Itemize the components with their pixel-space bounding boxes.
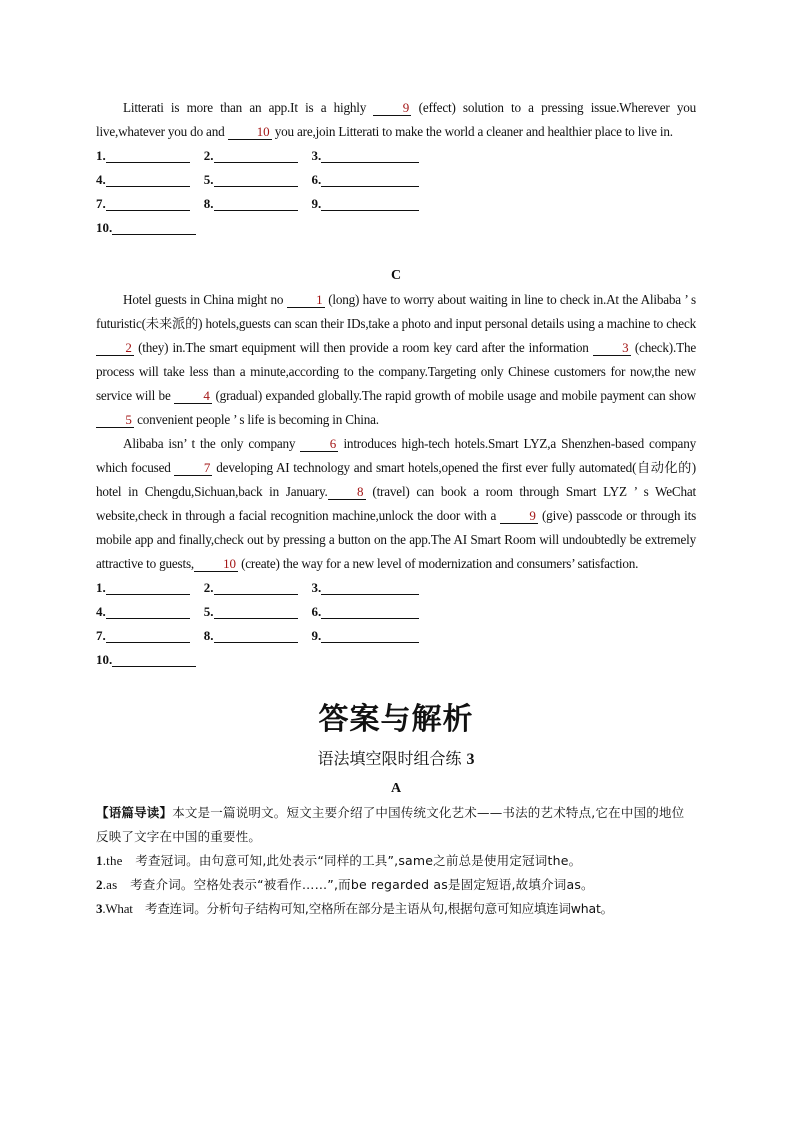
answer-label: 1. bbox=[96, 148, 106, 163]
blank-2: 2 bbox=[96, 341, 134, 356]
text: (check).The process will take less than a minute,according to the company.Targeting only Chinese customers for now,the new service will be bbox=[96, 340, 696, 403]
answer-explanation-2 bbox=[96, 873, 696, 897]
answer-line-5[interactable] bbox=[214, 170, 298, 187]
answers-subtitle bbox=[96, 746, 696, 773]
text: introduces high-tech hotels.Smart LYZ,a Shenzhen-based company which focused bbox=[96, 436, 696, 475]
answer-word: .What bbox=[102, 901, 133, 916]
answer-label: 4. bbox=[96, 604, 106, 619]
answer-line-3[interactable] bbox=[321, 146, 419, 163]
answer-label: 9. bbox=[311, 628, 322, 643]
blank-9: 9 bbox=[373, 101, 411, 116]
text: (create) the way for a new level of modernization and consumers’ satisfaction. bbox=[237, 556, 639, 571]
subtitle-text: 语法填空限时组合练 bbox=[317, 749, 462, 768]
answer-line-9[interactable] bbox=[321, 194, 419, 211]
answer-sheet-c bbox=[96, 576, 696, 672]
answer-line-6[interactable] bbox=[321, 602, 419, 619]
answer-line-5[interactable] bbox=[214, 602, 298, 619]
subtitle-number: 3 bbox=[466, 751, 475, 768]
answer-label: 8. bbox=[203, 628, 214, 643]
passage-c-paragraph-1 bbox=[96, 288, 696, 432]
answers-title: 答案与解析 bbox=[318, 702, 474, 737]
text: you are,join Litterati to make the world a cleaner and healthier place to live in. bbox=[271, 124, 673, 139]
answer-line-8[interactable] bbox=[214, 194, 298, 211]
answer-label: 10. bbox=[96, 220, 113, 235]
answer-label: 5. bbox=[203, 172, 214, 187]
answer-explain: 考查冠词。由句意可知,此处表示“同样的工具”,same之前总是使用定冠词the。 bbox=[122, 853, 582, 868]
blank-10: 10 bbox=[228, 125, 272, 140]
answer-explain: 考查连词。分析句子结构可知,空格所在部分是主语从句,根据句意可知应填连词what。 bbox=[132, 901, 613, 916]
answer-label: 2. bbox=[203, 148, 214, 163]
answer-label: 1. bbox=[96, 580, 106, 595]
answer-label: 4. bbox=[96, 172, 106, 187]
answer-line-1[interactable] bbox=[106, 146, 190, 163]
answer-label: 2. bbox=[203, 580, 214, 595]
text: Hotel guests in China might no bbox=[123, 292, 287, 307]
text: (travel) can book a room through Smart LYZ ’ s WeChat website,check in through a facial recognition machine,unlock the door with a bbox=[96, 484, 696, 523]
text: (they) in.The smart equipment will then provide a room key card after the information bbox=[134, 340, 593, 355]
answer-explain: 考查介词。空格处表示“被看作……”,而be regarded as是固定短语,故填介词as。 bbox=[117, 877, 594, 892]
text: (long) have to worry about waiting in line to check in.At the Alibaba ’ s futuristic(未来派的) hotels,guests can scan their IDs,take a photo and input personal details using a machine to check bbox=[96, 292, 696, 331]
answer-label: 6. bbox=[311, 172, 322, 187]
answer-line-6[interactable] bbox=[321, 170, 419, 187]
answer-line-2[interactable] bbox=[214, 578, 298, 595]
answer-line-4[interactable] bbox=[106, 170, 190, 187]
answers-section-a: A bbox=[390, 781, 402, 796]
blank-9: 9 bbox=[500, 509, 538, 524]
answer-label: 3. bbox=[311, 148, 322, 163]
text: (gradual) expanded globally.The rapid growth of mobile usage and mobile payment can show bbox=[212, 388, 696, 403]
blank-3: 3 bbox=[593, 341, 631, 356]
text: (give) passcode or through its mobile app and finally,check out by pressing a button on the app.The AI Smart Room will undoubtedly be extremely attractive to guests, bbox=[96, 508, 696, 571]
blank-7: 7 bbox=[174, 461, 212, 476]
answer-line-10[interactable] bbox=[112, 218, 196, 235]
answer-number: 1 bbox=[96, 853, 103, 868]
answer-label: 6. bbox=[311, 604, 322, 619]
text: Alibaba isn’ t the only company bbox=[123, 436, 301, 451]
answer-sheet-b bbox=[96, 144, 696, 240]
answer-label: 8. bbox=[203, 196, 214, 211]
reading-guide bbox=[96, 801, 696, 849]
answer-label: 10. bbox=[96, 652, 113, 667]
answer-line-4[interactable] bbox=[106, 602, 190, 619]
answer-label: 9. bbox=[311, 196, 322, 211]
answer-line-7[interactable] bbox=[106, 626, 190, 643]
blank-10: 10 bbox=[194, 557, 238, 572]
answer-explanation-1 bbox=[96, 849, 696, 873]
answer-line-2[interactable] bbox=[214, 146, 298, 163]
text: developing AI technology and smart hotels,opened the first ever fully automated(自动化的) hotel in Chengdu,Sichuan,back in January. bbox=[96, 460, 696, 499]
document-page bbox=[96, 96, 696, 921]
answer-number: 3 bbox=[96, 901, 103, 916]
text: convenient people ’ s life is becoming in China. bbox=[134, 412, 379, 427]
text: Litterati is more than an app.It is a highly bbox=[123, 100, 374, 115]
passage-c-paragraph-2 bbox=[96, 432, 696, 576]
answer-line-7[interactable] bbox=[106, 194, 190, 211]
answer-label: 7. bbox=[96, 196, 106, 211]
passage-b-paragraph bbox=[96, 96, 696, 144]
blank-8: 8 bbox=[328, 485, 366, 500]
answer-word: .the bbox=[102, 853, 123, 868]
answer-label: 3. bbox=[311, 580, 322, 595]
text: (effect) solution to a pressing issue.Wherever you live,whatever you do and bbox=[96, 100, 696, 139]
guide-label: 【语篇导读】 bbox=[96, 805, 173, 820]
section-heading-c: C bbox=[390, 268, 402, 283]
blank-4: 4 bbox=[174, 389, 212, 404]
answer-line-3[interactable] bbox=[321, 578, 419, 595]
blank-5: 5 bbox=[96, 413, 134, 428]
guide-text: 本文是一篇说明文。短文主要介绍了中国传统文化艺术——书法的艺术特点,它在中国的地位反映了文字在中国的重要性。 bbox=[96, 805, 685, 844]
answer-line-8[interactable] bbox=[214, 626, 298, 643]
answer-explanation-3 bbox=[96, 897, 696, 921]
blank-6: 6 bbox=[300, 437, 338, 452]
answer-label: 5. bbox=[203, 604, 214, 619]
answer-line-10[interactable] bbox=[112, 650, 196, 667]
answer-number: 2 bbox=[96, 877, 103, 892]
answer-word: .as bbox=[102, 877, 118, 892]
answer-line-9[interactable] bbox=[321, 626, 419, 643]
answer-line-1[interactable] bbox=[106, 578, 190, 595]
blank-1: 1 bbox=[287, 293, 325, 308]
answer-label: 7. bbox=[96, 628, 106, 643]
